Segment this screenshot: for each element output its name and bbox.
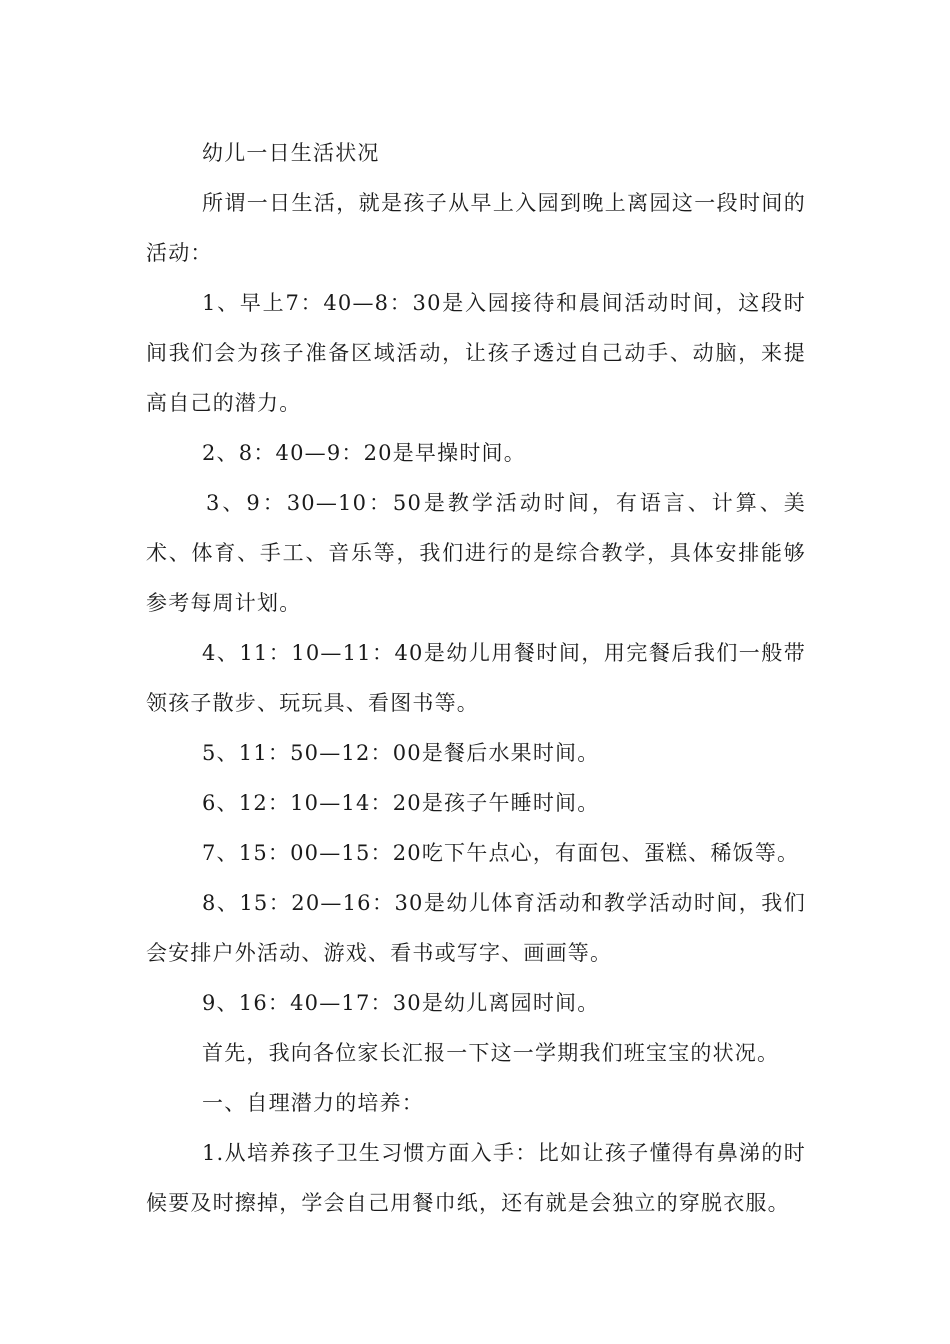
section-heading-self-care: 一、自理潜力的培养：: [202, 1091, 424, 1115]
schedule-item-4: 4、11：10—11：40是幼儿用餐时间，用完餐后我们一般带领孩子散步、玩玩具、看图书等。: [146, 641, 806, 715]
document-title: 幼儿一日生活状况: [202, 141, 380, 165]
schedule-item-3: 3、9：30—10：50是教学活动时间，有语言、计算、美术、体育、手工、音乐等，我们进行的是综合教学，具体安排能够参考每周计划。: [146, 491, 806, 615]
schedule-item-9: 9、16：40—17：30是幼儿离园时间。: [202, 991, 600, 1015]
schedule-item-6: 6、12：10—14：20是孩子午睡时间。: [202, 791, 600, 815]
schedule-item-1: 1、早上7：40—8：30是入园接待和晨间活动时间，这段时间我们会为孩子准备区域活动，让孩子透过自己动手、动脑，来提高自己的潜力。: [146, 291, 806, 415]
paragraph-report: 首先，我向各位家长汇报一下这一学期我们班宝宝的状况。: [202, 1041, 780, 1065]
schedule-item-8: 8、15：20—16：30是幼儿体育活动和教学活动时间，我们会安排户外活动、游戏、看书或写字、画画等。: [146, 891, 806, 965]
document-body: [146, 128, 806, 1228]
schedule-item-5: 5、11：50—12：00是餐后水果时间。: [202, 741, 600, 765]
schedule-item-7: 7、15：00—15：20吃下午点心，有面包、蛋糕、稀饭等。: [202, 841, 800, 865]
paragraph-intro: 所谓一日生活，就是孩子从早上入园到晚上离园这一段时间的活动：: [146, 191, 806, 265]
paragraph-hygiene: 1.从培养孩子卫生习惯方面入手：比如让孩子懂得有鼻涕的时候要及时擦掉，学会自己用餐巾纸，还有就是会独立的穿脱衣服。: [146, 1141, 806, 1215]
schedule-item-2: 2、8：40—9：20是早操时间。: [202, 441, 526, 465]
